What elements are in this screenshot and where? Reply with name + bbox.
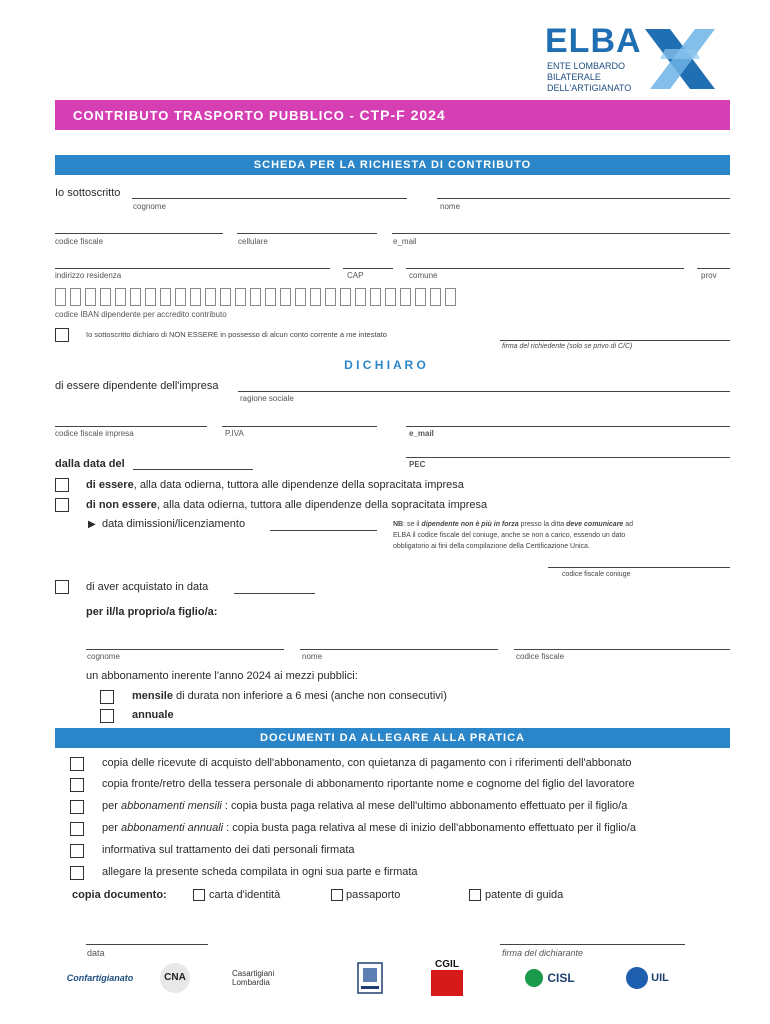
iban-cell[interactable] [160, 288, 171, 306]
comune-field[interactable] [406, 268, 684, 269]
acquistato-checkbox[interactable] [55, 580, 69, 594]
firma-dichiarante-field[interactable] [500, 944, 685, 945]
mensile-rest: di durata non inferiore a 6 mesi (anche non consecutivi) [172, 690, 447, 702]
copia-documento-label: copia documento: [72, 889, 167, 901]
doc-allegare-text: allegare la presente scheda compilata in ogni sua parte e firmata [102, 866, 418, 878]
non-essere-bold: di non essere [86, 499, 157, 511]
iban-cell[interactable] [280, 288, 291, 306]
iban-cell[interactable] [190, 288, 201, 306]
iban-cell[interactable] [250, 288, 261, 306]
iban-cell[interactable] [220, 288, 231, 306]
coat-of-arms-logo [355, 960, 385, 996]
mensile-bold: mensile [132, 690, 173, 702]
iban-cell[interactable] [355, 288, 366, 306]
pec-label: PEC [409, 460, 426, 469]
doc-mensili-text [102, 800, 627, 812]
doc-annuali-text [102, 822, 636, 834]
nb-emph-b: deve comunicare [566, 521, 624, 528]
nb-note [393, 519, 733, 552]
cna-text: CNA [160, 963, 190, 993]
doc-tessera-checkbox[interactable] [70, 778, 84, 792]
figlio-cf-field[interactable] [514, 649, 730, 650]
pec-field[interactable] [406, 457, 730, 458]
prov-label: prov [701, 271, 717, 280]
prov-field[interactable] [697, 268, 730, 269]
cellulare-field[interactable] [237, 233, 377, 234]
cgil-logo [430, 956, 464, 998]
cognome-label: cognome [133, 202, 166, 211]
dipendente-label: di essere dipendente dell'impresa [55, 380, 219, 392]
casartigiani-text: Casartigiani Lombardia [232, 969, 275, 987]
dalla-data-field[interactable] [133, 469, 253, 470]
iban-field[interactable] [55, 288, 465, 306]
nb-emph-a: dipendente non è più in forza [421, 521, 519, 528]
mensili-italic: abbonamenti mensili [120, 800, 222, 812]
confartigianato-text: Confartigianato [66, 973, 134, 983]
annuali-rest: : copia busta paga relativa al mese di inizio dell'abbonamento effettuato per il figlio/a [223, 822, 636, 834]
email-field[interactable] [392, 233, 730, 234]
iban-cell[interactable] [385, 288, 396, 306]
passaporto-checkbox[interactable] [331, 889, 343, 901]
no-conto-checkbox[interactable] [55, 328, 69, 342]
piva-label: P.IVA [225, 429, 244, 438]
dalla-data-label: dalla data del [55, 458, 125, 470]
mensili-rest: : copia busta paga relativa al mese dell'ultimo abbonamento effettuato per il figlio/a [221, 800, 628, 812]
indirizzo-label: indirizzo residenza [55, 271, 122, 280]
carta-identita-checkbox[interactable] [193, 889, 205, 901]
iban-cell[interactable] [85, 288, 96, 306]
non-essere-checkbox[interactable] [55, 498, 69, 512]
no-conto-text: Io sottoscritto dichiaro di NON ESSERE in possesso di alcun conto corrente a me intestato [86, 330, 387, 339]
cisl-logo [515, 960, 585, 996]
dimissioni-label: data dimissioni/licenziamento [102, 518, 246, 530]
doc-informativa-text: informativa sul trattamento dei dati personali firmata [102, 844, 355, 856]
ragione-sociale-field[interactable] [238, 391, 730, 392]
data-label: data [87, 948, 105, 958]
firma-richiedente-label: firma del richiedente (solo se privo di C/C) [502, 343, 633, 350]
iban-cell[interactable] [400, 288, 411, 306]
iban-cell[interactable] [265, 288, 276, 306]
figlio-cognome-field[interactable] [86, 649, 284, 650]
iban-cell[interactable] [340, 288, 351, 306]
doc-annuali-checkbox[interactable] [70, 822, 84, 836]
doc-ricevute-checkbox[interactable] [70, 757, 84, 771]
annuali-pre: per [102, 822, 121, 834]
iban-cell[interactable] [70, 288, 81, 306]
acquistato-label: di aver acquistato in data [86, 581, 209, 593]
abbonamento-text: un abbonamento inerente l'anno 2024 ai mezzi pubblici: [86, 670, 358, 682]
iban-cell[interactable] [145, 288, 156, 306]
nb-text-b: presso la ditta [518, 521, 567, 528]
annuale-checkbox[interactable] [100, 709, 114, 723]
cf-coniuge-field[interactable] [548, 567, 730, 568]
nb-line-3: obbligatorio ai fini della compilazione della Certificazione Unica. [393, 543, 590, 550]
email-impresa-field[interactable] [406, 426, 730, 427]
doc-ricevute-text: copia delle ricevute di acquisto dell'abbonamento, con quietanza di pagamento con i riferimenti dell'abbonato [102, 757, 632, 769]
title-bar [55, 100, 730, 130]
firma-dichiarante-label: firma del dichiarante [502, 948, 584, 958]
elba-logo [545, 22, 725, 102]
brand-line-2: BILATERALE [547, 72, 601, 82]
iban-cell[interactable] [370, 288, 381, 306]
dimissioni-field[interactable] [270, 530, 377, 531]
emblem-icon [357, 962, 383, 994]
cellulare-label: cellulare [238, 237, 268, 246]
iban-cell[interactable] [235, 288, 246, 306]
annuale-text: annuale [132, 709, 174, 721]
page-title [73, 107, 446, 123]
doc-mensili-checkbox[interactable] [70, 800, 84, 814]
cognome-field[interactable] [132, 198, 407, 199]
brand-line-3: DELL'ARTIGIANATO [547, 83, 632, 93]
doc-informativa-checkbox[interactable] [70, 844, 84, 858]
figlio-cognome-label: cognome [87, 652, 120, 661]
iban-cell[interactable] [55, 288, 66, 306]
doc-tessera-text: copia fronte/retro della tessera personale di abbonamento riportante nome e cognome del figlio del lavoratore [102, 778, 635, 790]
iban-cell[interactable] [430, 288, 441, 306]
iban-cell[interactable] [310, 288, 321, 306]
indirizzo-field[interactable] [55, 268, 330, 269]
cna-logo [155, 960, 195, 996]
iban-cell[interactable] [445, 288, 456, 306]
nb-line-1 [393, 519, 733, 530]
iban-cell[interactable] [325, 288, 336, 306]
section-header-scheda: SCHEDA PER LA RICHIESTA DI CONTRIBUTO [55, 155, 730, 175]
cap-field[interactable] [343, 268, 393, 269]
essere-bold: di essere [86, 479, 134, 491]
cap-label: CAP [347, 271, 364, 280]
casartigiani-logo [222, 960, 302, 996]
mensile-text [132, 690, 447, 702]
nome-field[interactable] [437, 198, 730, 199]
essere-rest: , alla data odierna, tuttora alle dipendenze della sopracitata impresa [133, 479, 464, 491]
uil-logo [600, 960, 695, 996]
title-prefix: CONTRIBUTO TRASPORTO PUBBLICO - [73, 108, 360, 123]
firma-richiedente-field[interactable] [500, 340, 730, 341]
brand-name: ELBA [545, 22, 642, 60]
ragione-sociale-label: ragione sociale [240, 394, 294, 403]
sottoscritto-label: Io sottoscritto [55, 187, 121, 199]
cf-impresa-field[interactable] [55, 426, 207, 427]
iban-cell[interactable] [130, 288, 141, 306]
iban-cell[interactable] [175, 288, 186, 306]
cf-impresa-label: codice fiscale impresa [55, 429, 134, 438]
figlio-nome-label: nome [302, 652, 323, 661]
iban-cell[interactable] [100, 288, 111, 306]
acquistato-field[interactable] [234, 593, 315, 594]
figlio-nome-field[interactable] [300, 649, 498, 650]
email-label: e_mail [393, 237, 417, 246]
confartigianato-logo [60, 960, 140, 996]
cf-coniuge-label: codice fiscale coniuge [562, 571, 631, 578]
patente-checkbox[interactable] [469, 889, 481, 901]
nb-text-c: ad [623, 521, 634, 528]
iban-cell[interactable] [115, 288, 126, 306]
figlio-label: per il/la proprio/a figlio/a: [86, 606, 218, 618]
annuali-italic: abbonamenti annuali [120, 822, 224, 834]
codice-fiscale-label: codice fiscale [55, 237, 104, 246]
section-header-documenti: DOCUMENTI DA ALLEGARE ALLA PRATICA [55, 728, 730, 748]
passaporto-label: passaporto [346, 889, 401, 901]
brand-line-1: ENTE LOMBARDO [547, 61, 626, 71]
mensile-checkbox[interactable] [100, 690, 114, 704]
cgil-text: CGIL [435, 958, 459, 970]
nome-label: nome [440, 202, 461, 211]
iban-cell[interactable] [415, 288, 426, 306]
carta-identita-label: carta d'identità [209, 889, 281, 901]
doc-allegare-checkbox[interactable] [70, 866, 84, 880]
arrow-icon: ▶ [88, 519, 96, 530]
dichiaro-title: D I C H I A R O [344, 358, 426, 372]
elba-x-icon [640, 24, 720, 94]
title-code: CTP-F 2024 [359, 107, 446, 123]
patente-label: patente di guida [485, 889, 564, 901]
email-impresa-label: e_mail [409, 429, 434, 438]
cisl-text: CISL [547, 971, 575, 985]
non-essere-text [86, 499, 487, 511]
piva-field[interactable] [222, 426, 377, 427]
codice-fiscale-field[interactable] [55, 233, 223, 234]
iban-cell[interactable] [205, 288, 216, 306]
uil-text: UIL [651, 972, 669, 984]
essere-text [86, 479, 464, 491]
nb-bold: NB [393, 521, 404, 528]
nb-line-2: ELBA il codice fiscale del coniuge, anche se non a carico, essendo un dato [393, 532, 626, 539]
iban-cell[interactable] [295, 288, 306, 306]
mensili-pre: per [102, 800, 121, 812]
non-essere-rest: , alla data odierna, tuttora alle dipendenze della sopracitata impresa [156, 499, 488, 511]
data-field[interactable] [86, 944, 208, 945]
essere-checkbox[interactable] [55, 478, 69, 492]
comune-label: comune [409, 271, 438, 280]
figlio-cf-label: codice fiscale [516, 652, 565, 661]
nb-text-a: : se il [403, 521, 422, 528]
iban-label: codice IBAN dipendente per accredito contributo [55, 310, 227, 319]
